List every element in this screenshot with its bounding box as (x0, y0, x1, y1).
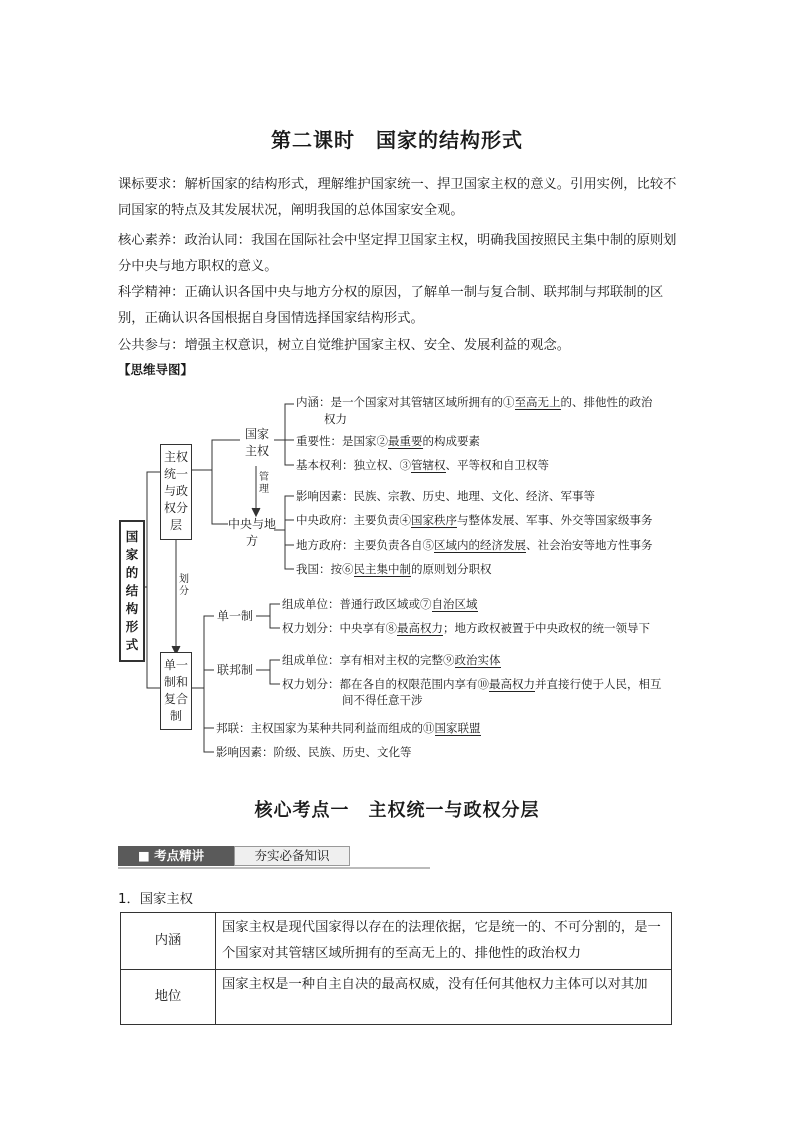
leaf-text: 、平等权和自卫权等 (445, 458, 549, 472)
leaf-federal-power (282, 676, 662, 692)
leaf-text: 中央政府：主要负责④ (296, 513, 411, 527)
leaf-text: 内涵：是一个国家对其管辖区域所拥有的① (296, 395, 515, 409)
answer-6: 民主集中制 (353, 562, 411, 576)
leaf-unitary-power (282, 620, 650, 636)
node-central-local: 中央与地方 (228, 517, 277, 548)
leaf-text: 的构成要素 (422, 434, 480, 448)
leaf-text: 组成单位：享有相对主权的完整⑨ (282, 653, 455, 667)
page-title: 第二课时 国家的结构形式 (271, 128, 523, 152)
leaf-text: 并直接行使于人民，相互 (535, 677, 662, 691)
leaf-basic-rights (296, 457, 549, 473)
label-divide: 划分 (179, 574, 189, 597)
leaf-text: 我国：按⑥ (296, 562, 354, 576)
leaf-influencing-factors: 影响因素：民族、宗教、历史、地理、文化、经济、军事等 (296, 489, 595, 503)
answer-7: 自治区域 (431, 597, 478, 611)
leaf-central-government (296, 512, 653, 528)
leaf-text: 权力划分：都在各自的权限范围内享有⑩ (282, 677, 489, 691)
banner-rule (118, 867, 430, 869)
banner-key-points: ■ 考点精讲 (118, 846, 234, 866)
leaf-text: 邦联：主权国家为某种共同利益而组成的⑪ (216, 721, 435, 735)
leaf-unitary-units (282, 596, 478, 612)
table-row (121, 970, 672, 1025)
leaf-text: 、社会治安等地方性事务 (526, 538, 653, 552)
branch-unitary-composite: 单一制和复合制 (160, 652, 192, 730)
leaf-text: 的、排他性的政治 (560, 395, 653, 409)
answer-1: 至高无上 (514, 395, 561, 409)
leaf-our-country (296, 561, 492, 577)
leaf-text: 的原则划分职权 (411, 562, 492, 576)
root-node: 国家的结构形式 (119, 520, 145, 662)
node-unitary: 单一制 (216, 609, 253, 623)
leaf-federal-units (282, 652, 501, 668)
section-banner (118, 846, 430, 868)
leaf-text: 组成单位：普通行政区域或⑦ (282, 597, 432, 611)
leaf-text: 基本权利：独立权、③ (296, 458, 411, 472)
leaf-confederation (216, 720, 481, 736)
table-value: 国家主权是现代国家得以存在的法理依据，它是统一的、不可分割的，是一个国家对其管辖区域所拥有的至高无上的、排他性的政治权力 (216, 913, 672, 970)
answer-4: 国家秩序 (411, 513, 457, 527)
section-title: 核心考点一 主权统一与政权分层 (254, 800, 540, 821)
table-key: 内涵 (121, 913, 216, 970)
core-literacy-text: 政治认同：我国在国际社会中坚定捍卫国家主权，明确我国按照民主集中制的原则划分中央与地方职权的意义。 (118, 233, 677, 274)
banner-key-points-text: 考点精讲 (154, 848, 205, 863)
curriculum-text: 解析国家的结构形式，理解维护国家统一、捍卫国家主权的意义。引用实例，比较不同国家的特点及其发展状况，阐明我国的总体国家安全观。 (118, 177, 677, 218)
sovereignty-table (120, 912, 672, 1025)
answer-5: 区域内的经济发展 (434, 538, 526, 552)
leaf-local-government (296, 537, 653, 553)
core-literacy-participation: 公共参与：增强主权意识，树立自觉维护国家主权、安全、发展利益的观念。 (118, 338, 571, 353)
leaf-federal-power-cont: 间不得任意干涉 (342, 693, 423, 707)
answer-8: 最高权力 (397, 621, 443, 635)
answer-11: 国家联盟 (434, 721, 481, 735)
leaf-text: 重要性：是国家② (296, 434, 388, 448)
core-literacy-label: 核心素养： (118, 233, 185, 248)
table-row (121, 913, 672, 970)
branch-sovereignty-unity: 主权统一与政权分层 (160, 444, 192, 540)
node-sovereignty: 国家主权 (244, 427, 269, 458)
mindmap-header: 【思维导图】 (118, 362, 194, 377)
leaf-text: 与整体发展、军事、外交等国家级事务 (457, 513, 653, 527)
leaf-connotation (296, 394, 653, 410)
leaf-text: 权力划分：中央享有⑧ (282, 621, 397, 635)
table-value: 国家主权是一种自主自决的最高权威，没有任何其他权力主体可以对其加 (216, 970, 672, 1025)
curriculum-label: 课标要求： (118, 177, 185, 192)
leaf-structure-factors: 影响因素：阶级、民族、历史、文化等 (216, 745, 412, 759)
answer-10: 最高权力 (489, 677, 535, 691)
table-key: 地位 (121, 970, 216, 1025)
label-manage: 管理 (259, 472, 269, 495)
answer-3: 管辖权 (411, 458, 446, 472)
banner-essential-knowledge: 夯实必备知识 (234, 846, 350, 866)
answer-2: 最重要 (388, 434, 423, 448)
answer-9: 政治实体 (454, 653, 501, 667)
leaf-connotation-cont: 权力 (324, 412, 347, 426)
item-heading: 1．国家主权 (118, 892, 193, 907)
core-literacy-science: 科学精神：正确认识各国中央与地方分权的原因，了解单一制与复合制、联邦制与邦联制的区别，正确认识各国根据自身国情选择国家结构形式。 (118, 285, 664, 326)
leaf-importance (296, 433, 480, 449)
leaf-text: 地方政府：主要负责各自⑤ (296, 538, 434, 552)
leaf-text: ；地方政权被置于中央政权的统一领导下 (443, 621, 650, 635)
node-federal: 联邦制 (216, 663, 253, 677)
